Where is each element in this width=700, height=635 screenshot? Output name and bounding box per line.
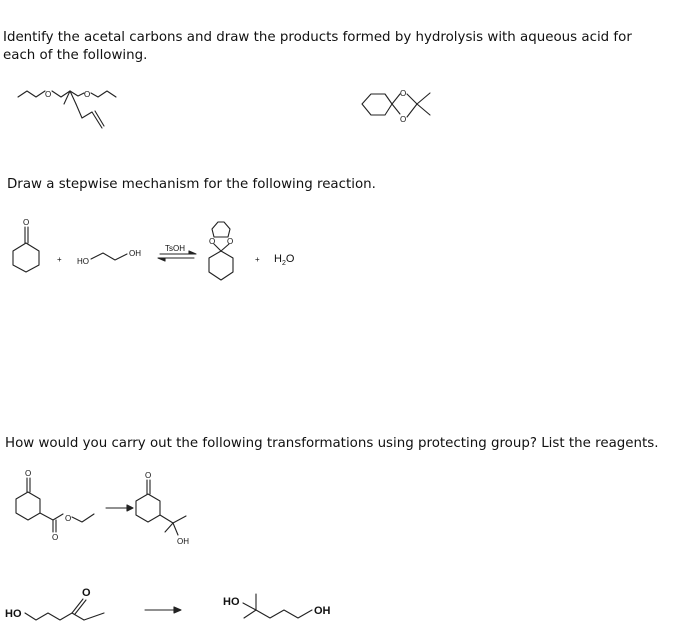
reaction-arrow-1 [106,505,133,511]
atom-o: O [25,469,32,478]
cyclic-ketal-structure [362,89,430,124]
reaction-arrow-2 [145,607,181,613]
oh-label: OH [314,605,331,617]
ho-label: HO [77,257,89,266]
ethylene-glycol-structure [77,249,141,266]
atom-o: O [65,514,72,523]
svg-text:H2O [274,253,295,267]
oh-label: OH [129,249,141,258]
question-1-text: Identify the acetal carbons and draw the products formed by hydrolysis with aqueous acid for each of the following. [3,30,632,63]
atom-o: O [209,237,216,246]
atom-o: O [45,90,52,99]
ho-label: HO [5,608,22,620]
keto-ester-structure [16,469,94,542]
atom-o: O [145,471,152,480]
atom-o: O [84,90,91,99]
hydroxy-ketone-structure [5,587,104,620]
ho-label: HO [223,596,240,608]
plus-sign: + [255,255,260,264]
keto-alcohol-product [136,471,189,546]
atom-o: O [227,237,234,246]
cyclohexanone-structure [13,218,39,272]
atom-o: O [400,89,407,98]
water-label [274,253,295,267]
cyclohexanone-ketal-product [209,222,233,280]
plus-sign: + [57,255,62,264]
question-3-text: How would you carry out the following transformations using protecting group? List the reagents. [5,436,659,451]
atom-o: O [82,587,91,599]
tsoh-label: TsOH [165,244,185,253]
o-label: O [285,253,295,265]
oh-label: OH [177,537,189,546]
h-label: H [274,253,282,265]
question-2-text: Draw a stepwise mechanism for the following reaction. [7,177,376,192]
acyclic-acetal-structure [18,90,116,128]
diol-product [223,594,331,618]
atom-o: O [52,533,59,542]
equilibrium-arrows [158,244,196,261]
atom-o: O [23,218,30,227]
subscript-2: 2 [281,260,286,267]
atom-o: O [400,115,407,124]
